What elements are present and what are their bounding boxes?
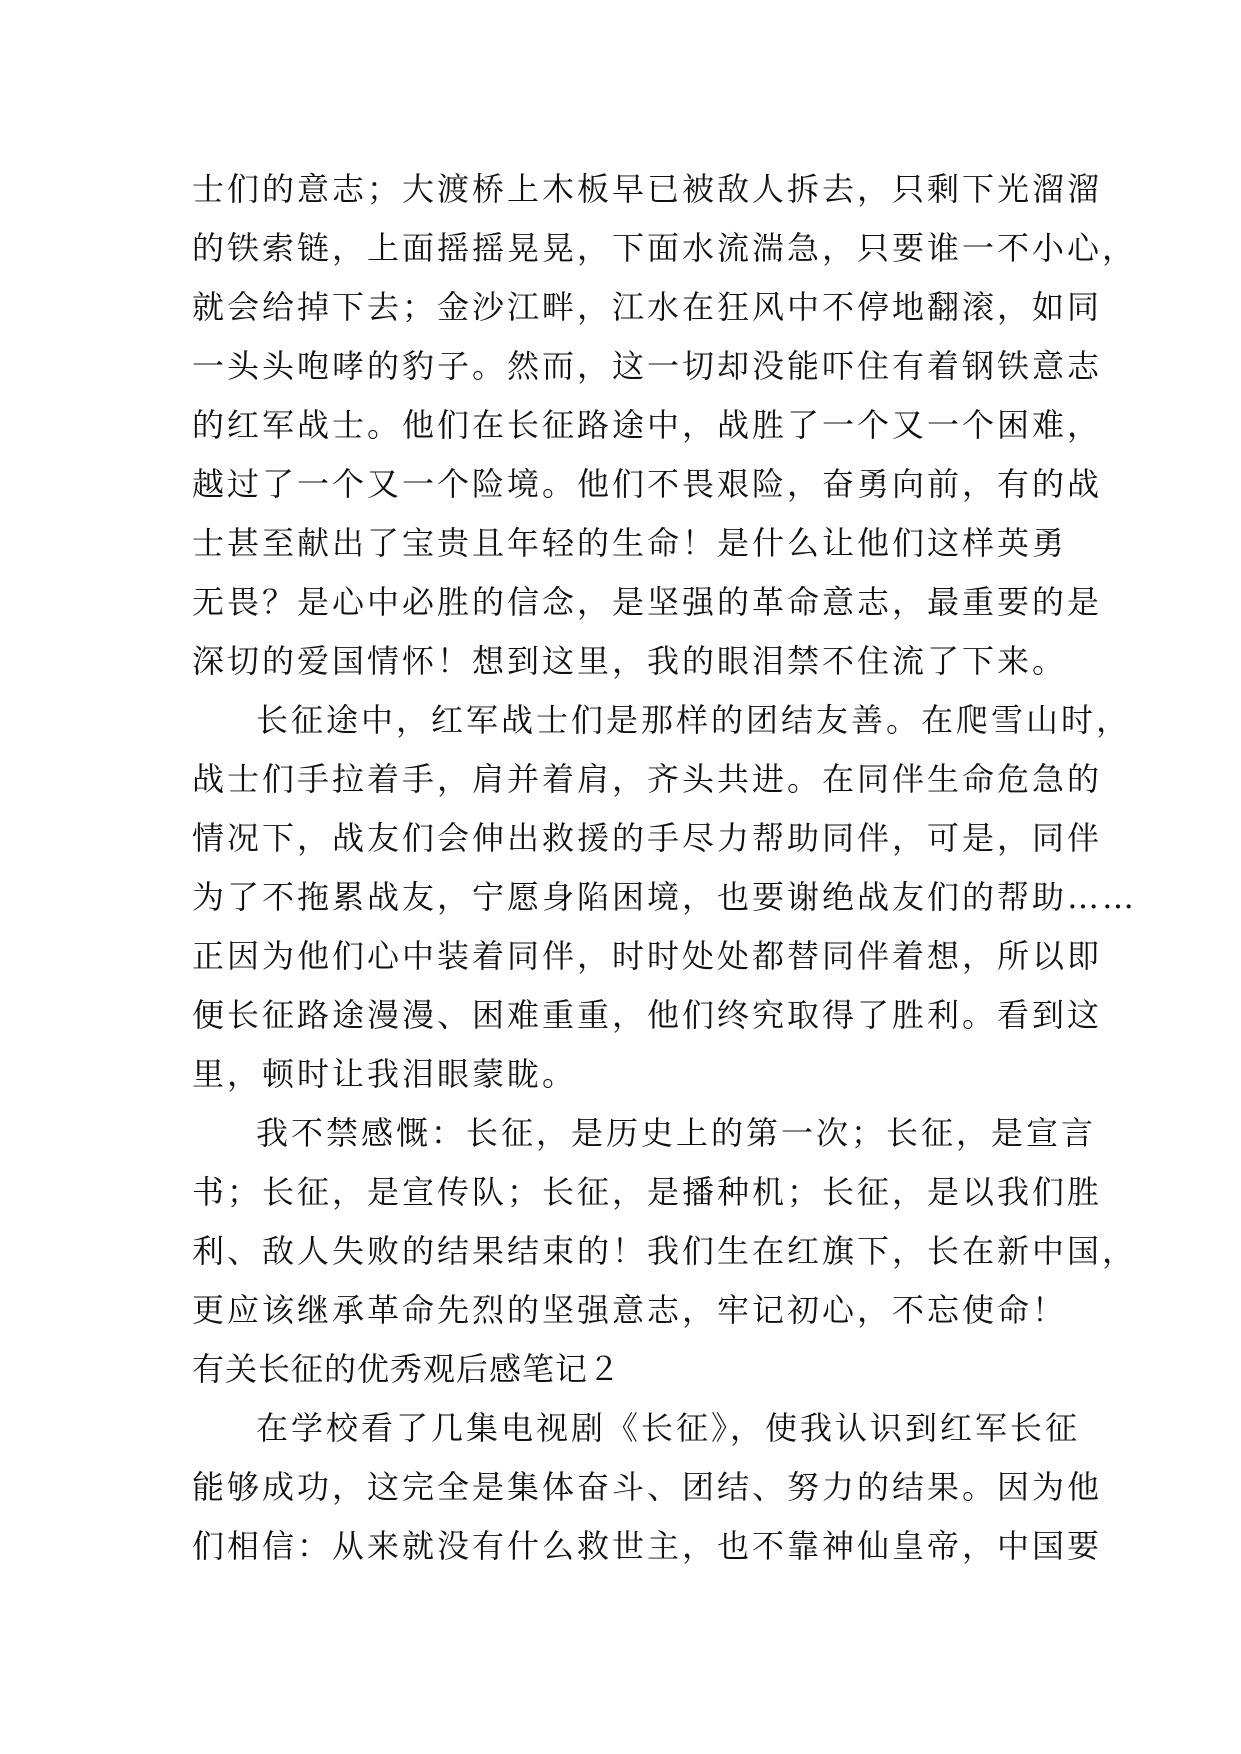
text-line: 士们的意志；大渡桥上木板早已被敌人拆去，只剩下光溜溜 (192, 170, 1103, 208)
text-line: 无畏？是心中必胜的信念，是坚强的革命意志，最重要的是 (192, 583, 1103, 621)
text-line: 能够成功，这完全是集体奋斗、团结、努力的结果。因为他 (192, 1468, 1103, 1506)
text-line: 情况下，战友们会伸出救援的手尽力帮助同伴，可是，同伴 (192, 819, 1103, 857)
text-line: 更应该继承革命先烈的坚强意志，牢记初心，不忘使命！ (192, 1291, 1068, 1329)
section-heading: 有关长征的优秀观后感笔记２ (192, 1350, 622, 1388)
text-line: 的铁索链，上面摇摇晃晃，下面水流湍急，只要谁一不小心， (192, 229, 1138, 267)
text-line: 们相信：从来就没有什么救世主，也不靠神仙皇帝，中国要 (192, 1527, 1103, 1565)
text-line: 便长征路途漫漫、困难重重，他们终究取得了胜利。看到这 (192, 996, 1103, 1034)
text-line: 战士们手拉着手，肩并着肩，齐头共进。在同伴生命危急的 (192, 760, 1103, 798)
text-line: 里，顿时让我泪眼蒙眬。 (192, 1055, 578, 1093)
text-line: 就会给掉下去；金沙江畔，江水在狂风中不停地翻滚，如同 (192, 288, 1103, 326)
text-line: 书；长征，是宣传队；长征，是播种机；长征，是以我们胜 (192, 1173, 1103, 1211)
paragraph-first-line: 在学校看了几集电视剧《长征》，使我认识到红军长征 (256, 1409, 1081, 1447)
text-line: 正因为他们心中装着同伴，时时处处都替同伴着想，所以即 (192, 937, 1103, 975)
paragraph-first-line: 我不禁感慨：长征，是历史上的第一次；长征，是宣言 (256, 1114, 1097, 1152)
text-line: 越过了一个又一个险境。他们不畏艰险，奋勇向前，有的战 (192, 465, 1103, 503)
text-line: 为了不拖累战友，宁愿身陷困境，也要谢绝战友们的帮助…… (192, 878, 1138, 916)
text-line: 深切的爱国情怀！想到这里，我的眼泪禁不住流了下来。 (192, 642, 1068, 680)
text-line: 利、敌人失败的结果结束的！我们生在红旗下，长在新中国， (192, 1232, 1138, 1270)
text-line: 士甚至献出了宝贵且年轻的生命！是什么让他们这样英勇 (192, 524, 1068, 562)
paragraph-first-line: 长征途中，红军战士们是那样的团结友善。在爬雪山时， (256, 701, 1132, 739)
text-line: 的红军战士。他们在长征路途中，战胜了一个又一个困难， (192, 406, 1103, 444)
text-line: 一头头咆哮的豹子。然而，这一切却没能吓住有着钢铁意志 (192, 347, 1103, 385)
document-body (192, 160, 1138, 1576)
